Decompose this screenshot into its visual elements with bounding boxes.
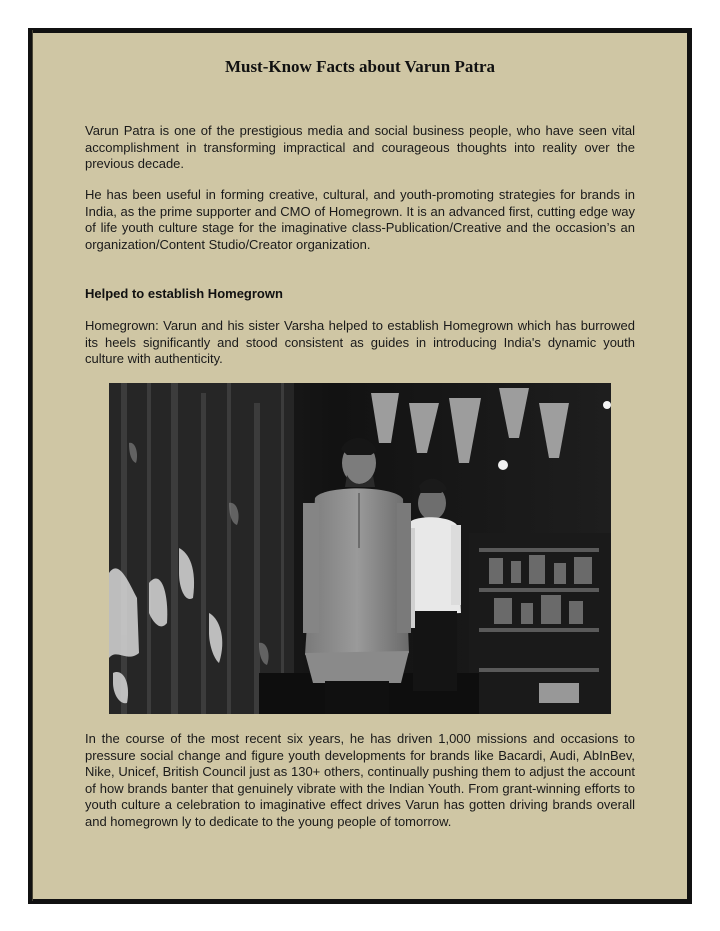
section-heading: Helped to establish Homegrown xyxy=(85,286,283,301)
photo-illustration xyxy=(109,383,611,714)
homegrown-paragraph: Homegrown: Varun and his sister Varsha helped to establish Homegrown which has burrowed its heels significantly and stood consistent as guides in introducing India's dynamic youth culture with authenticity. xyxy=(85,318,635,366)
photo-varun-patra xyxy=(109,383,611,714)
intro-paragraph: Varun Patra is one of the prestigious media and social business people, who have seen vital accomplishment in transforming impractical and courageous thoughts into reality over the previous decade. xyxy=(85,123,635,171)
campaigns-paragraph: In the course of the most recent six years, he has driven 1,000 missions and occasions to pressure social change and figure youth developments for brands like Bacardi, Audi, AbInBev, Nike, Unicef, British Council just as 130+ others, continually pushing them to adjust the account of how brands banter that genuinely vibrate with the Indian Youth. From grant-winning efforts to youth culture a celebration to imaginative effect drives Varun has gotten driving brands overall and homegrown ly to dedicate to the young people of tomorrow. xyxy=(85,731,635,829)
page-inner-rule xyxy=(32,30,33,901)
strategy-paragraph: He has been useful in forming creative, cultural, and youth-promoting strategies for brands in India, as the prime supporter and CMO of Homegrown. It is an advanced first, cutting edge way of life youth culture stage for the imaginative class-Publication/Creative and the occasion’s an organization/Content Studio/Creator organization. xyxy=(85,187,635,252)
page-title: Must-Know Facts about Varun Patra xyxy=(224,57,496,76)
